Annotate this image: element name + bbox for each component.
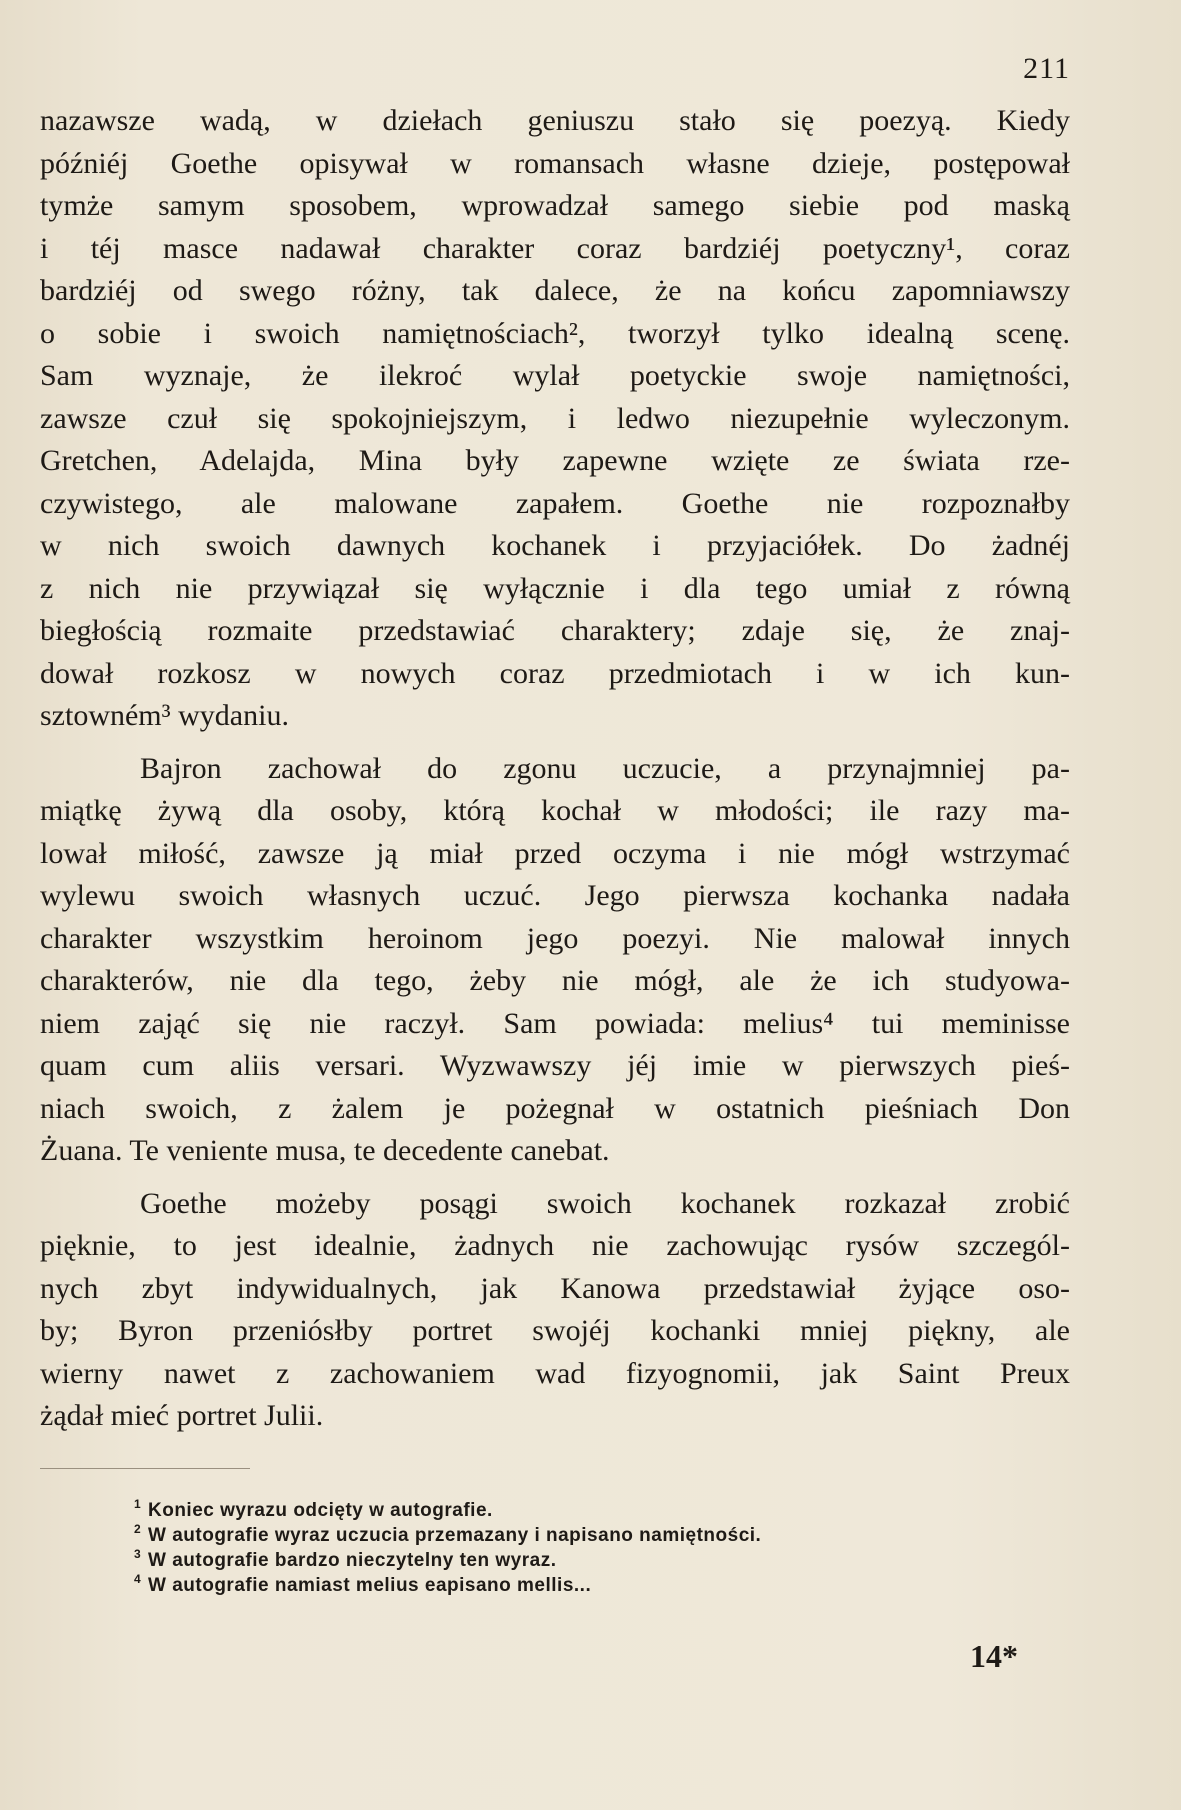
text-line: niach swoich, z żalem je pożegnał w ostatnich pieśniach Don: [40, 1091, 1070, 1125]
text-line: Sam wyznaje, że ilekroć wylał poetyckie swoje namiętności,: [40, 359, 1070, 392]
footnote-marker: 1: [134, 1497, 142, 1511]
footnote-marker: 4: [134, 1572, 142, 1586]
signature-mark: 14*: [970, 1638, 1018, 1674]
footnote-divider: [40, 1468, 250, 1469]
text-line: wierny nawet z zachowaniem wad fizyognomii, jak Saint Preux: [40, 1356, 1070, 1390]
text-line: nych zbyt indywidualnych, jak Kanowa przedstawiał żyjące oso-: [40, 1271, 1070, 1305]
text-line: quam cum aliis versari. Wyzwawszy jéj imie w pierwszych pieś-: [40, 1049, 1070, 1082]
footnote-marker: 3: [134, 1547, 142, 1561]
text-line: bardziéj od swego różny, tak dalece, że na końcu zapomniawszy: [40, 274, 1070, 307]
text-line: Żuana. Te veniente musa, te decedente canebat.: [40, 1134, 610, 1167]
text-line: wylewu swoich własnych uczuć. Jego pierwsza kochanka nadała: [40, 879, 1070, 912]
body-text: [40, 100, 1070, 1438]
footnote-item: [134, 1547, 1048, 1573]
text-line: z nich nie przywiązał się wyłącznie i dla tego umiał z równą: [40, 571, 1070, 605]
footnote-text: W autografie namiast melius eapisano mellis...: [148, 1575, 592, 1596]
text-line: miątkę żywą dla osoby, którą kochał w młodości; ile razy ma-: [40, 794, 1070, 827]
footnote-marker: 2: [134, 1522, 142, 1536]
text-line: tymże samym sposobem, wprowadzał samego siebie pod maską: [40, 189, 1070, 222]
footnote-text: W autografie bardzo nieczytelny ten wyraz.: [148, 1550, 557, 1571]
page-number: 211: [1023, 52, 1070, 85]
text-line: lował miłość, zawsze ją miał przed oczyma i nie mógł wstrzymać: [40, 836, 1070, 870]
footnote-item: [134, 1572, 1048, 1598]
text-line: charakter wszystkim heroinom jego poezyi. Nie malował innych: [40, 921, 1070, 955]
footnote-item: [134, 1497, 1048, 1523]
text-line: Bajron zachował do zgonu uczucie, a przynajmniej pa-: [140, 751, 1070, 785]
footnote-item: [134, 1522, 1048, 1548]
text-line: pięknie, to jest idealnie, żadnych nie zachowując rysów szczegól-: [40, 1229, 1070, 1262]
text-line: sztowném³ wydaniu.: [40, 699, 289, 732]
footnotes: [134, 1497, 1048, 1598]
text-line: dował rozkosz w nowych coraz przedmiotach i w ich kun-: [40, 656, 1070, 690]
footnote-text: Koniec wyrazu odcięty w autografie.: [148, 1500, 493, 1521]
text-line: biegłością rozmaite przedstawiać charaktery; zdaje się, że znaj-: [40, 614, 1070, 647]
text-line: Goethe możeby posągi swoich kochanek rozkazał zrobić: [140, 1186, 1070, 1220]
text-line: niem zająć się nie raczył. Sam powiada: melius⁴ tui meminisse: [40, 1006, 1070, 1040]
text-line: by; Byron przeniósłby portret swojéj kochanki mniej piękny, ale: [40, 1314, 1070, 1347]
text-line: późniéj Goethe opisywał w romansach własne dzieje, postępował: [40, 146, 1070, 180]
text-line: charakterów, nie dla tego, żeby nie mógł, ale że ich studyowa-: [40, 964, 1070, 997]
footnote-text: W autografie wyraz uczucia przemazany i napisano namiętności.: [148, 1525, 762, 1546]
text-line: o sobie i swoich namiętnościach², tworzył tylko idealną scenę.: [40, 316, 1070, 350]
text-line: żądał mieć portret Julii.: [40, 1399, 324, 1432]
text-line: i téj masce nadawał charakter coraz bardziéj poetyczny¹, coraz: [40, 231, 1070, 265]
text-line: nazawsze wadą, w dziełach geniuszu stało się poezyą. Kiedy: [40, 104, 1070, 137]
text-line: zawsze czuł się spokojniejszym, i ledwo niezupełnie wyleczonym.: [40, 401, 1070, 435]
text-line: Gretchen, Adelajda, Mina były zapewne wzięte ze świata rze-: [40, 444, 1070, 477]
text-line: w nich swoich dawnych kochanek i przyjaciółek. Do żadnéj: [40, 529, 1070, 562]
text-line: czywistego, ale malowane zapałem. Goethe nie rozpoznałby: [40, 486, 1070, 520]
